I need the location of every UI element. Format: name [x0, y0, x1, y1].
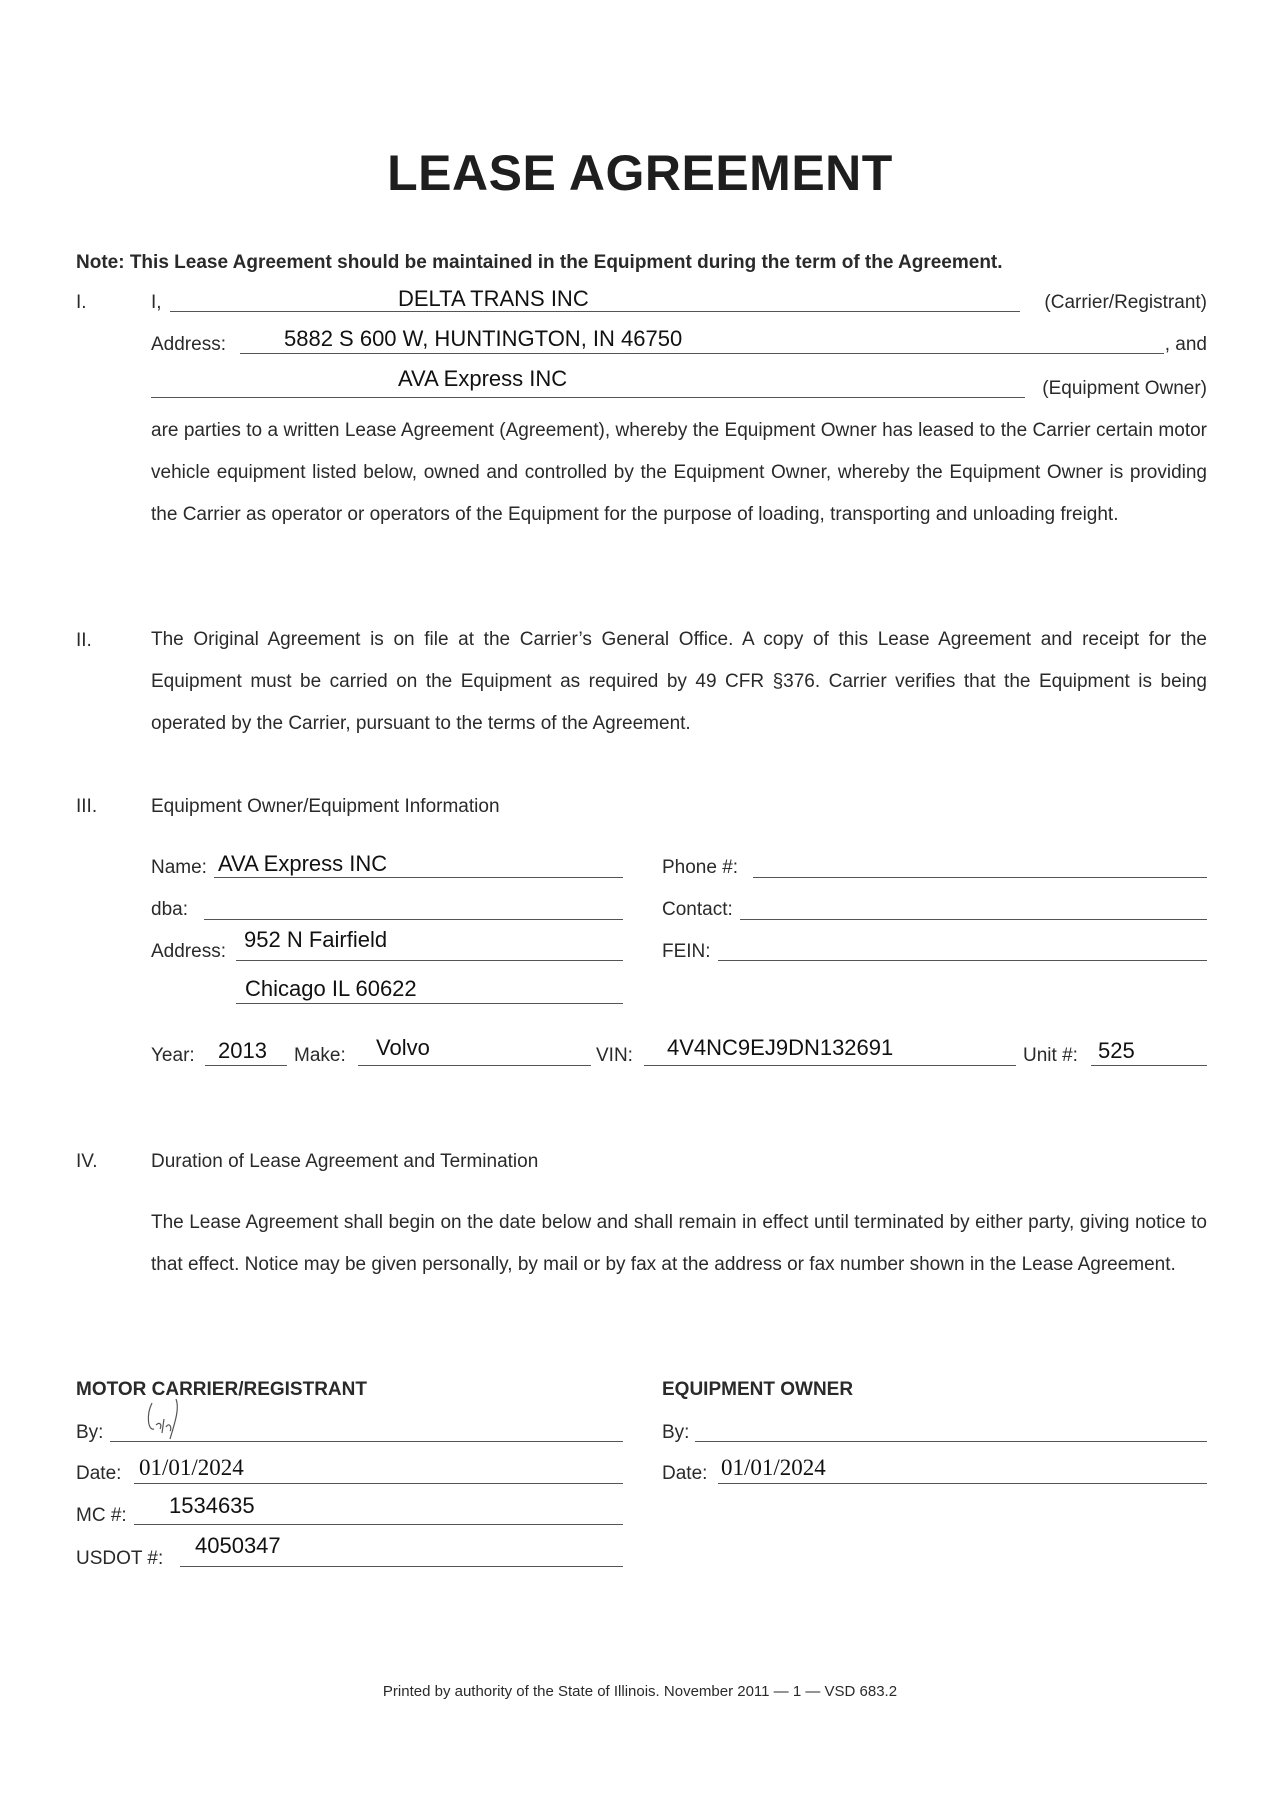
unit-line [1091, 1065, 1207, 1066]
contact-label: Contact: [662, 899, 733, 920]
owner-suffix: (Equipment Owner) [1042, 378, 1207, 399]
owner-signature-heading: EQUIPMENT OWNER [662, 1379, 854, 1400]
owner-line [151, 397, 1025, 398]
vin-field[interactable]: 4V4NC9EJ9DN132691 [667, 1035, 894, 1060]
make-line [358, 1065, 591, 1066]
by-label: By: [662, 1422, 690, 1443]
unit-label: Unit #: [1023, 1045, 1078, 1066]
address-label: Address: [151, 941, 226, 962]
carrier-signature-heading: MOTOR CARRIER/REGISTRANT [76, 1379, 367, 1400]
phone-label: Phone #: [662, 857, 739, 878]
owner-name-input[interactable]: AVA Express INC [218, 851, 388, 876]
usdot-line [180, 1566, 623, 1567]
make-field[interactable]: Volvo [376, 1035, 430, 1060]
name-label: Name: [151, 857, 207, 878]
name-line [214, 877, 623, 878]
mc-field[interactable]: 1534635 [169, 1493, 255, 1518]
year-field[interactable]: 2013 [218, 1038, 267, 1063]
phone-line[interactable] [753, 877, 1207, 878]
usdot-field[interactable]: 4050347 [195, 1533, 281, 1558]
dba-label: dba: [151, 899, 188, 920]
address-line-1 [236, 960, 623, 961]
by-label: By: [76, 1422, 104, 1443]
section-numeral: IV. [76, 1151, 98, 1172]
date-label: Date: [76, 1463, 122, 1484]
usdot-label: USDOT #: [76, 1548, 164, 1569]
make-label: Make: [294, 1045, 346, 1066]
owner-date-field[interactable]: 01/01/2024 [721, 1455, 826, 1480]
year-label: Year: [151, 1045, 195, 1066]
carrier-date-field[interactable]: 01/01/2024 [139, 1455, 244, 1480]
carrier-line [170, 311, 1020, 312]
owner-name-field[interactable]: AVA Express INC [398, 366, 568, 391]
fein-label: FEIN: [662, 941, 711, 962]
unit-field[interactable]: 525 [1098, 1038, 1135, 1063]
mc-line [134, 1524, 623, 1525]
address-label: Address: [151, 334, 226, 355]
carrier-address-field[interactable]: 5882 S 600 W, HUNTINGTON, IN 46750 [284, 326, 683, 351]
section4-paragraph: The Lease Agreement shall begin on the date below and shall remain in effect until terminated by either party, giving notice to that effect. Notice may be given personally, by mail or by fax at the address or fax number shown in the Lease Agreement. [151, 1212, 1207, 1275]
carrier-name-field[interactable]: DELTA TRANS INC [398, 286, 589, 311]
section-numeral: I. [76, 292, 87, 313]
address-suffix: , and [1164, 334, 1207, 355]
section4-heading: Duration of Lease Agreement and Termination [151, 1151, 539, 1172]
owner-address-line1[interactable]: 952 N Fairfield [244, 927, 388, 952]
vin-line [644, 1065, 1016, 1066]
fein-line[interactable] [718, 960, 1207, 961]
section1-paragraph: are parties to a written Lease Agreement (Agreement), whereby the Equipment Owner has leased to the Carrier certain motor vehicle equipment listed below, owned and controlled by the Equipment Owner, whereby the Equipment Owner is providing the Carrier as operator or operators of the Equipment for the purpose of loading, transporting and unloading freight. [151, 420, 1207, 525]
mc-label: MC #: [76, 1505, 127, 1526]
section2-paragraph: The Original Agreement is on file at the Carrier’s General Office. A copy of this Lease Agreement and receipt for the Equipment must be carried on the Equipment as required by 49 CFR §376. Carrier verifies that the Equipment is being operated by the Carrier, pursuant to the terms of the Agreement. [151, 629, 1207, 734]
vin-label: VIN: [596, 1045, 633, 1066]
footer: Printed by authority of the State of Illinois. November 2011 — 1 — VSD 683.2 [382, 1683, 898, 1700]
contact-line[interactable] [740, 919, 1207, 920]
dba-line[interactable] [204, 919, 623, 920]
owner-address-line2[interactable]: Chicago IL 60622 [245, 976, 417, 1001]
year-line [205, 1065, 287, 1066]
section3-heading: Equipment Owner/Equipment Information [151, 796, 500, 817]
i-label: I, [151, 292, 162, 313]
address-line-2 [236, 1003, 623, 1004]
date-label: Date: [662, 1463, 708, 1484]
section-numeral: II. [76, 630, 92, 651]
carrier-date-line [134, 1483, 623, 1484]
document-title: LEASE AGREEMENT [387, 145, 893, 201]
carrier-signature [142, 1395, 192, 1443]
section-numeral: III. [76, 796, 98, 817]
owner-date-line [718, 1483, 1207, 1484]
address-line [240, 353, 1164, 354]
carrier-suffix: (Carrier/Registrant) [1044, 292, 1207, 313]
owner-by-line[interactable] [695, 1441, 1207, 1442]
note: Note: This Lease Agreement should be maintained in the Equipment during the term of the Agreement. [76, 252, 1003, 273]
